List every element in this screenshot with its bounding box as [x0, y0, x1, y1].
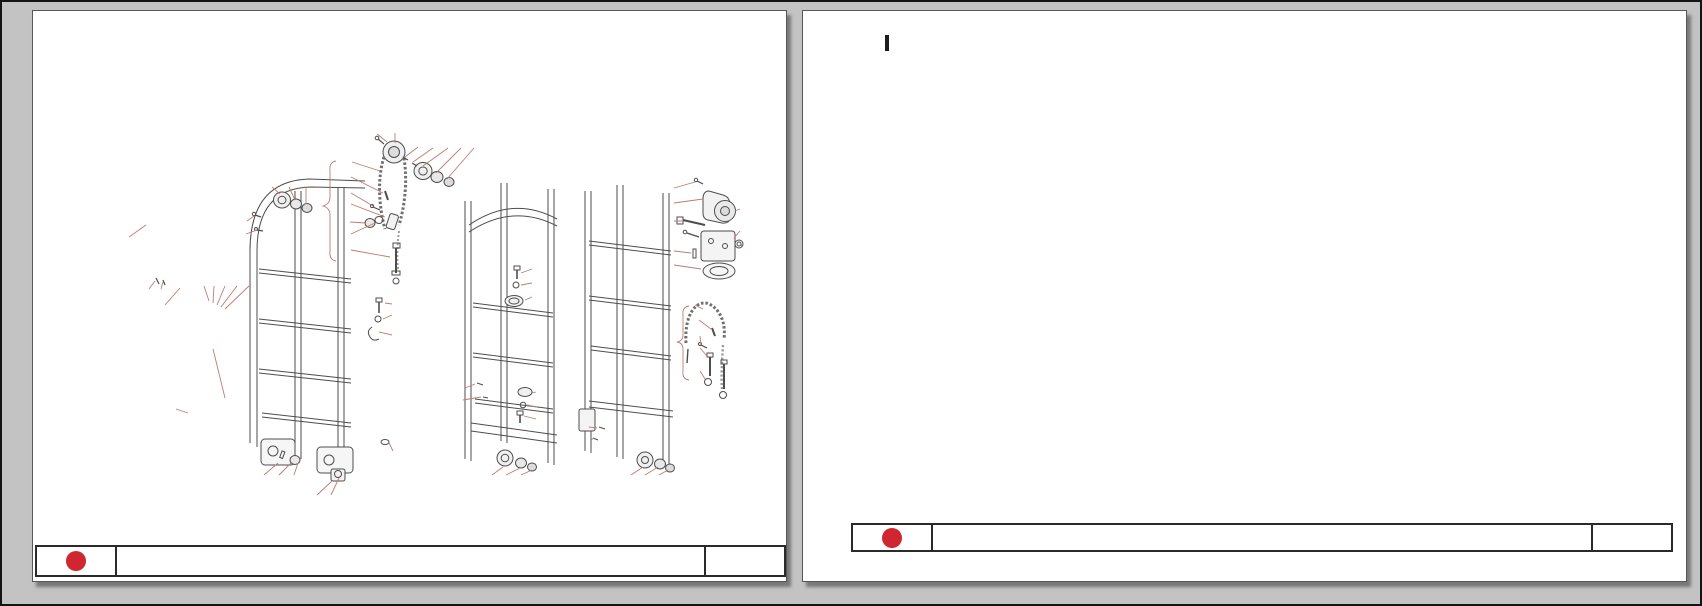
- page-number: [1591, 525, 1671, 550]
- mast-frame-c: [579, 185, 675, 472]
- guide-rollers: [156, 157, 454, 285]
- right-footer: [851, 523, 1673, 552]
- left-footer: [35, 545, 786, 577]
- chain-pulley-assembly: [365, 136, 406, 284]
- pulley-support-assembly: [677, 178, 743, 279]
- leader-lines: [129, 133, 743, 495]
- mast-frame-b: [465, 183, 557, 471]
- mast-exploded-diagram: [33, 11, 786, 581]
- chain-kit-assembly: [686, 303, 727, 399]
- bt-logo: [37, 547, 117, 575]
- parts-table-header: [885, 35, 889, 51]
- footer-title: [933, 525, 1591, 550]
- left-page: [32, 10, 787, 582]
- bt-logo: [853, 525, 933, 550]
- page-number: [704, 547, 784, 575]
- footer-title: [117, 547, 704, 575]
- bt-logo-icon: [882, 528, 902, 548]
- bt-logo-icon: [66, 551, 86, 571]
- right-page: [802, 10, 1687, 582]
